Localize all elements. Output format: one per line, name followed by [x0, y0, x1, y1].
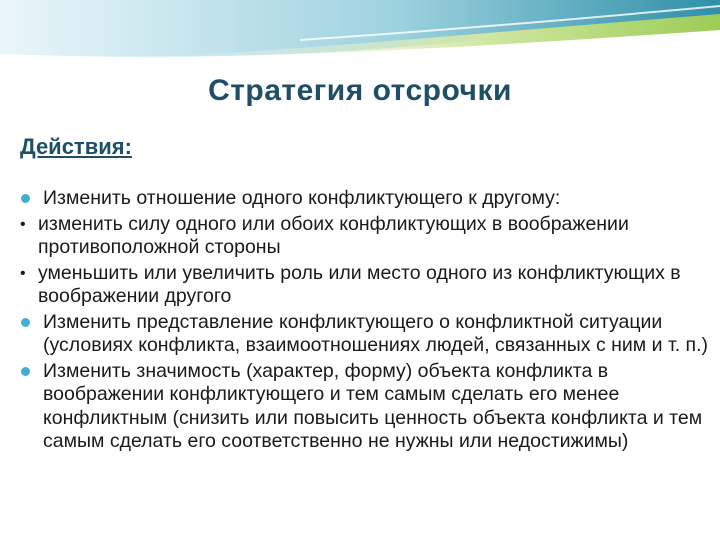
list-item-text: Изменить отношение одного конфликтующего к другому:	[43, 187, 561, 209]
list-item-text: Изменить значимость (характер, форму) объекта конфликта в воображении конфликтующего и тем самым сделать его менее конфликтным (снизить или повысить ценность объекта конфликта и тем самым сделать его соответственно не нужны или недостижимы)	[43, 359, 703, 452]
bullet-list	[20, 187, 710, 456]
bullet-icon	[21, 194, 30, 203]
sub-bullet-icon: •	[20, 264, 26, 282]
bullet-icon	[21, 367, 30, 376]
list-item	[20, 360, 710, 454]
list-item-text: Изменить представление конфликтующего о конфликтной ситуации (условиях конфликта, взаимоотношениях людей, связанных с ним и т. п.)	[43, 310, 709, 356]
sub-bullet-icon: •	[20, 215, 26, 233]
slide-title: Стратегия отсрочки	[208, 74, 512, 107]
list-item	[20, 311, 710, 358]
section-heading: Действия:	[20, 134, 132, 159]
sub-list-item	[20, 262, 710, 309]
list-item	[20, 187, 710, 211]
sub-list-item-text: уменьшить или увеличить роль или место одного из конфликтующих в воображении другого	[38, 261, 681, 307]
header-wave-decoration	[0, 0, 720, 60]
bullet-icon	[21, 318, 30, 327]
sub-list-item-text: изменить силу одного или обоих конфликтующих в воображении противоположной стороны	[38, 212, 629, 258]
sub-list-item	[20, 213, 710, 260]
